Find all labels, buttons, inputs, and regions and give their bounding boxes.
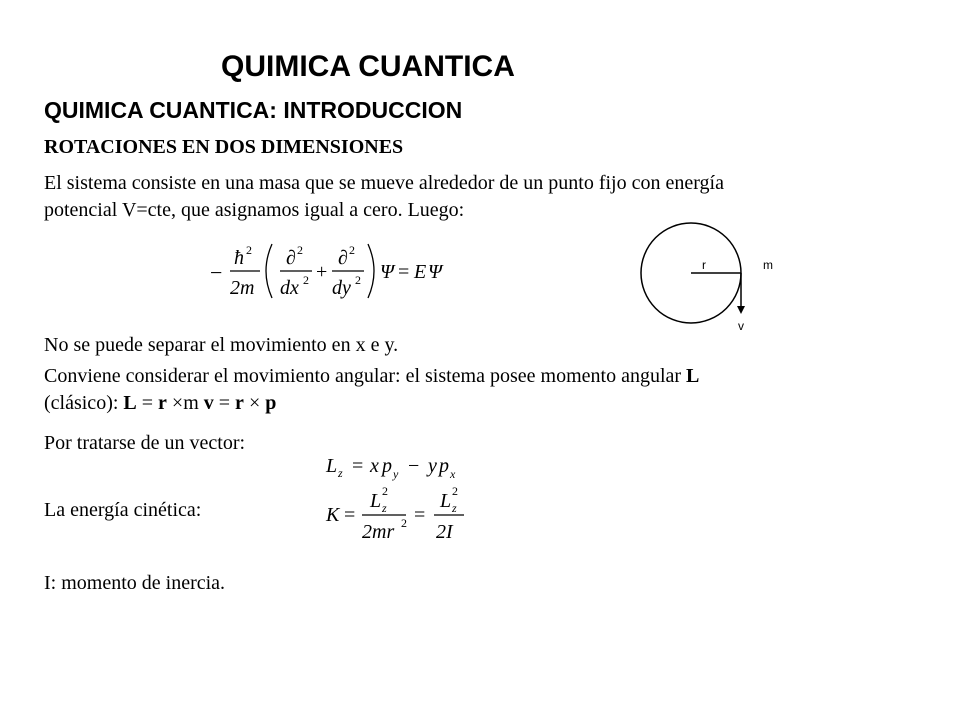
label-m: m bbox=[763, 258, 773, 272]
am-p-bold: p bbox=[265, 392, 277, 414]
separation-paragraph: No se puede separar el movimiento en x e y. bbox=[44, 334, 399, 356]
eq-psi-2: Ψ bbox=[428, 261, 443, 283]
eq-E: E bbox=[414, 261, 427, 283]
eq-partial-1: ∂ bbox=[286, 247, 296, 269]
lz-sub-z: z bbox=[338, 466, 343, 480]
k-denom-2: 2I bbox=[436, 521, 453, 543]
eq-equals: = bbox=[398, 261, 410, 283]
eq-psi-1: Ψ bbox=[380, 261, 395, 283]
eq-right-paren bbox=[368, 244, 374, 298]
eq-hbar-exp: 2 bbox=[246, 243, 252, 257]
eq-partial-2: ∂ bbox=[338, 247, 348, 269]
am-L-bold: L bbox=[686, 365, 700, 387]
angular-momentum-line-1 bbox=[44, 363, 924, 390]
k-L-2-exp: 2 bbox=[452, 484, 458, 498]
am-line1-text: Conviene considerar el movimiento angular: el sistema posee momento angular bbox=[44, 365, 687, 387]
intro-line-2: potencial V=cte, que asignamos igual a cero. Luego: bbox=[44, 199, 465, 221]
lz-x: x bbox=[370, 455, 379, 477]
lz-sub-y: y bbox=[393, 467, 399, 481]
am-v-bold: v bbox=[203, 392, 214, 414]
eq-minus: − bbox=[210, 260, 223, 285]
eq-partial-2-exp: 2 bbox=[349, 243, 355, 257]
kinetic-energy-paragraph: La energía cinética: bbox=[44, 499, 202, 521]
k-equals-1: = bbox=[344, 504, 356, 526]
eq-dx: dx bbox=[280, 277, 299, 299]
lz-y: y bbox=[428, 455, 437, 477]
lz-equation bbox=[322, 448, 502, 482]
k-denom-1: 2mr bbox=[362, 521, 395, 543]
am-L2-bold: L bbox=[123, 392, 137, 414]
eq-dx-exp: 2 bbox=[303, 273, 309, 287]
k-denom-1-exp: 2 bbox=[401, 516, 407, 530]
eq-left-paren bbox=[266, 244, 272, 298]
section-heading: ROTACIONES EN DOS DIMENSIONES bbox=[44, 136, 404, 158]
am-r1-bold: r bbox=[158, 392, 167, 414]
am-r2-bold: r bbox=[235, 392, 244, 414]
velocity-arrowhead bbox=[737, 306, 745, 314]
k-L-1: L bbox=[370, 490, 382, 512]
lz-p2: p bbox=[439, 455, 449, 477]
lz-p1: p bbox=[382, 455, 392, 477]
eq-dy-exp: 2 bbox=[355, 273, 361, 287]
k-L-1-exp: 2 bbox=[382, 484, 388, 498]
rotation-diagram bbox=[640, 222, 800, 342]
intro-line-1: El sistema consiste en una masa que se mueve alrededor de un punto fijo con energía bbox=[44, 172, 724, 194]
k-equals-2: = bbox=[414, 504, 426, 526]
lz-minus: − bbox=[408, 455, 420, 477]
am-eq1: = bbox=[136, 392, 159, 414]
lz-sub-x: x bbox=[450, 467, 456, 481]
page-subtitle: QUIMICA CUANTICA: INTRODUCCION bbox=[44, 97, 463, 123]
eq-dy: dy bbox=[332, 277, 351, 299]
angular-momentum-paragraph bbox=[44, 363, 924, 417]
am-eq2: = bbox=[213, 392, 236, 414]
eq-partial-1-exp: 2 bbox=[297, 243, 303, 257]
k-L-1-sub: z bbox=[382, 501, 387, 515]
am-times: × bbox=[243, 392, 266, 414]
angular-momentum-line-2 bbox=[44, 390, 924, 417]
inertia-paragraph: I: momento de inercia. bbox=[44, 572, 226, 594]
kinetic-energy-equation bbox=[322, 483, 502, 545]
eq-plus: + bbox=[316, 261, 328, 283]
k-L-2: L bbox=[440, 490, 452, 512]
schrodinger-equation bbox=[200, 238, 470, 308]
eq-2m: 2m bbox=[230, 277, 255, 299]
page-title: QUIMICA CUANTICA bbox=[221, 50, 515, 83]
eq-hbar: ħ bbox=[234, 247, 244, 269]
am-cross-mv: ×m bbox=[166, 392, 204, 414]
k-L-2-sub: z bbox=[452, 501, 457, 515]
k-K: K bbox=[326, 504, 340, 526]
lz-L: L bbox=[326, 455, 338, 477]
label-v: v bbox=[738, 319, 744, 333]
label-r: r bbox=[702, 258, 706, 272]
vector-paragraph: Por tratarse de un vector: bbox=[44, 432, 246, 454]
intro-paragraph bbox=[44, 170, 924, 224]
lz-equals: = bbox=[352, 455, 364, 477]
am-line2-text: (clásico): bbox=[44, 392, 124, 414]
